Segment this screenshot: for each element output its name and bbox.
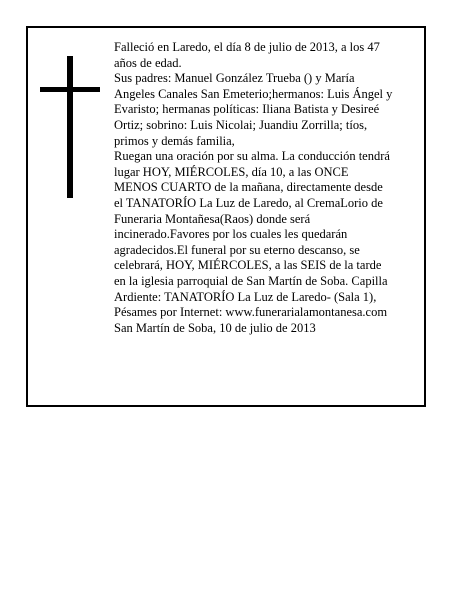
- text-line: primos y demás familia,: [114, 133, 235, 148]
- text-line: Sus padres: Manuel González Trueba () y María: [114, 71, 355, 86]
- text-line: Pésames por Internet: www.funerarialamontanesa.com: [114, 305, 388, 320]
- text-line: en la iglesia parroquial de San Martín de Soba. Capilla: [114, 273, 388, 288]
- text-line: Funeraria Montañesa(Raos) donde será: [114, 211, 311, 226]
- text-line: el TANATORÍO La Luz de Laredo, al CremaLorio de: [114, 195, 383, 210]
- obituary-text: [114, 40, 420, 336]
- text-line: Falleció en Laredo, el día 8 de julio de 2013, a los 47: [114, 40, 380, 54]
- text-line: Evaristo; hermanas políticas: Iliana Batista y Desireé: [114, 102, 380, 117]
- cross-vertical-bar: [67, 56, 73, 198]
- cross-horizontal-bar: [40, 87, 100, 92]
- text-line: Ardiente: TANATORÍO La Luz de Laredo- (Sala 1),: [114, 289, 377, 304]
- text-line: años de edad.: [114, 55, 182, 70]
- text-line: agradecidos.El funeral por su eterno descanso, se: [114, 242, 360, 257]
- text-line: Angeles Canales San Emeterio;hermanos: Luis Ángel y: [114, 86, 393, 101]
- text-line: celebrará, HOY, MIÉRCOLES, a las SEIS de la tarde: [114, 258, 382, 273]
- cross-icon: [40, 56, 100, 198]
- text-line: San Martín de Soba, 10 de julio de 2013: [114, 320, 316, 335]
- text-line: MENOS CUARTO de la mañana, directamente desde: [114, 180, 383, 195]
- obituary-notice: [26, 26, 426, 407]
- text-line: Ortiz; sobrino: Luis Nicolai; Juandiu Zorrilla; tíos,: [114, 117, 368, 132]
- text-line: incinerado.Favores por los cuales les quedarán: [114, 227, 348, 242]
- text-line: Ruegan una oración por su alma. La conducción tendrá: [114, 149, 390, 164]
- text-line: lugar HOY, MIÉRCOLES, día 10, a las ONCE: [114, 164, 349, 179]
